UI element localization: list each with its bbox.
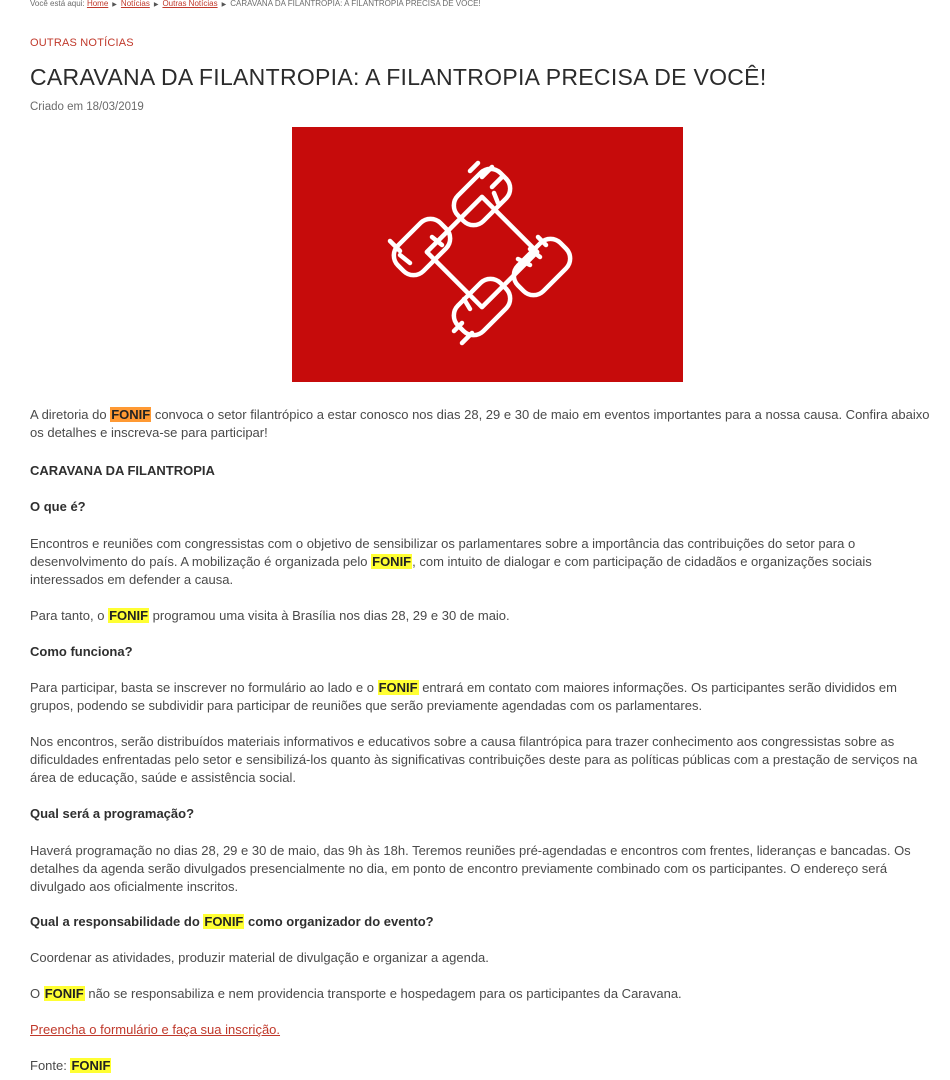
breadcrumb-home-link[interactable]: Home	[86, 0, 109, 8]
article-date: Criado em 18/03/2019	[30, 101, 144, 113]
fonif-highlight: FONIF	[109, 608, 149, 623]
fonif-highlight: FONIF	[378, 680, 418, 695]
hands-circle-icon	[292, 127, 683, 382]
paragraph-visita: Para tanto, o FONIF programou uma visita à Brasília nos dias 28, 29 e 30 de maio.	[30, 608, 510, 623]
breadcrumb-outras-link[interactable]: Outras Notícias	[162, 0, 218, 8]
fonif-highlight: FONIF	[111, 407, 151, 422]
hero-image	[292, 127, 683, 382]
heading-programacao: Qual será a programação?	[30, 806, 195, 821]
heading-como-funciona: Como funciona?	[30, 644, 133, 659]
paragraph-o-que-e: Encontros e reuniões com congressistas com o objetivo de sensibilizar os parlamentares sobre a importância das contribuições do setor para o desenvolvimento do país. A mobilização é organizada pelo FONIF, com intuito de dialogar e com participação de cidadãos e organizações sociais interessados em defender a causa.	[30, 536, 872, 587]
article-container	[30, 0, 935, 1073]
fonif-highlight: FONIF	[71, 1058, 111, 1073]
breadcrumb-separator-icon: ▶	[221, 2, 227, 8]
source-paragraph: Fonte: FONIF	[30, 1058, 111, 1073]
paragraph-coordenar: Coordenar as atividades, produzir material de divulgação e organizar a agenda.	[30, 950, 489, 965]
breadcrumb	[30, 0, 935, 10]
page-title: CARAVANA DA FILANTROPIA: A FILANTROPIA PRECISA DE VOCÊ!	[30, 64, 767, 90]
heading-o-que-e: O que é?	[30, 499, 86, 514]
fonif-highlight: FONIF	[372, 554, 412, 569]
paragraph-programacao: Haverá programação no dias 28, 29 e 30 de maio, das 9h às 18h. Teremos reuniões pré-agendadas e encontros com frentes, lideranças e bancadas. Os detalhes da agenda serão divulgados presencialmente no dia, em ponto de encontro previamente combinado com os participantes. O endereço será divulgado aos oficialmente inscritos.	[30, 843, 911, 894]
breadcrumb-current: CARAVANA DA FILANTROPIA: A FILANTROPIA PRECISA DE VOCÊ!	[230, 0, 481, 8]
breadcrumb-prefix: Você está aqui:	[30, 0, 85, 8]
form-link-paragraph	[30, 1021, 935, 1039]
intro-paragraph: A diretoria do FONIF convoca o setor filantrópico a estar conosco nos dias 28, 29 e 30 de maio em eventos importantes para a nossa causa. Confira abaixo os detalhes e inscreva-se para participar!	[30, 407, 930, 440]
paragraph-transporte: O FONIF não se responsabiliza e nem providencia transporte e hospedagem para os participantes da Caravana.	[30, 986, 682, 1001]
breadcrumb-separator-icon: ▶	[112, 2, 117, 8]
paragraph-como-funciona: Para participar, basta se inscrever no formulário ao lado e o FONIF entrará em contato com maiores informações. Os participantes serão divididos em grupos, podendo se subdividir para participar de reuniões que serão previamente agendadas com os parlamentares.	[30, 680, 897, 713]
form-registration-link[interactable]: Preencha o formulário e faça sua inscrição.	[30, 1022, 281, 1037]
heading-responsabilidade: Qual a responsabilidade do FONIF como organizador do evento?	[30, 914, 434, 929]
fonif-highlight: FONIF	[204, 914, 244, 929]
article-category: OUTRAS NOTÍCIAS	[30, 37, 134, 49]
paragraph-encontros: Nos encontros, serão distribuídos materiais informativos e educativos sobre a causa filantrópica para trazer conhecimento aos congressistas sobre as dificuldades enfrentadas pelo setor e sensibilizá-los quanto às significativas contribuições deste para as políticas públicas com a prestação de serviços na área de educação, saúde e assistência social.	[30, 734, 918, 785]
fonif-highlight: FONIF	[44, 986, 84, 1001]
breadcrumb-separator-icon: ▶	[153, 2, 159, 8]
heading-caravana: CARAVANA DA FILANTROPIA	[30, 463, 215, 478]
breadcrumb-noticias-link[interactable]: Notícias	[120, 0, 150, 8]
